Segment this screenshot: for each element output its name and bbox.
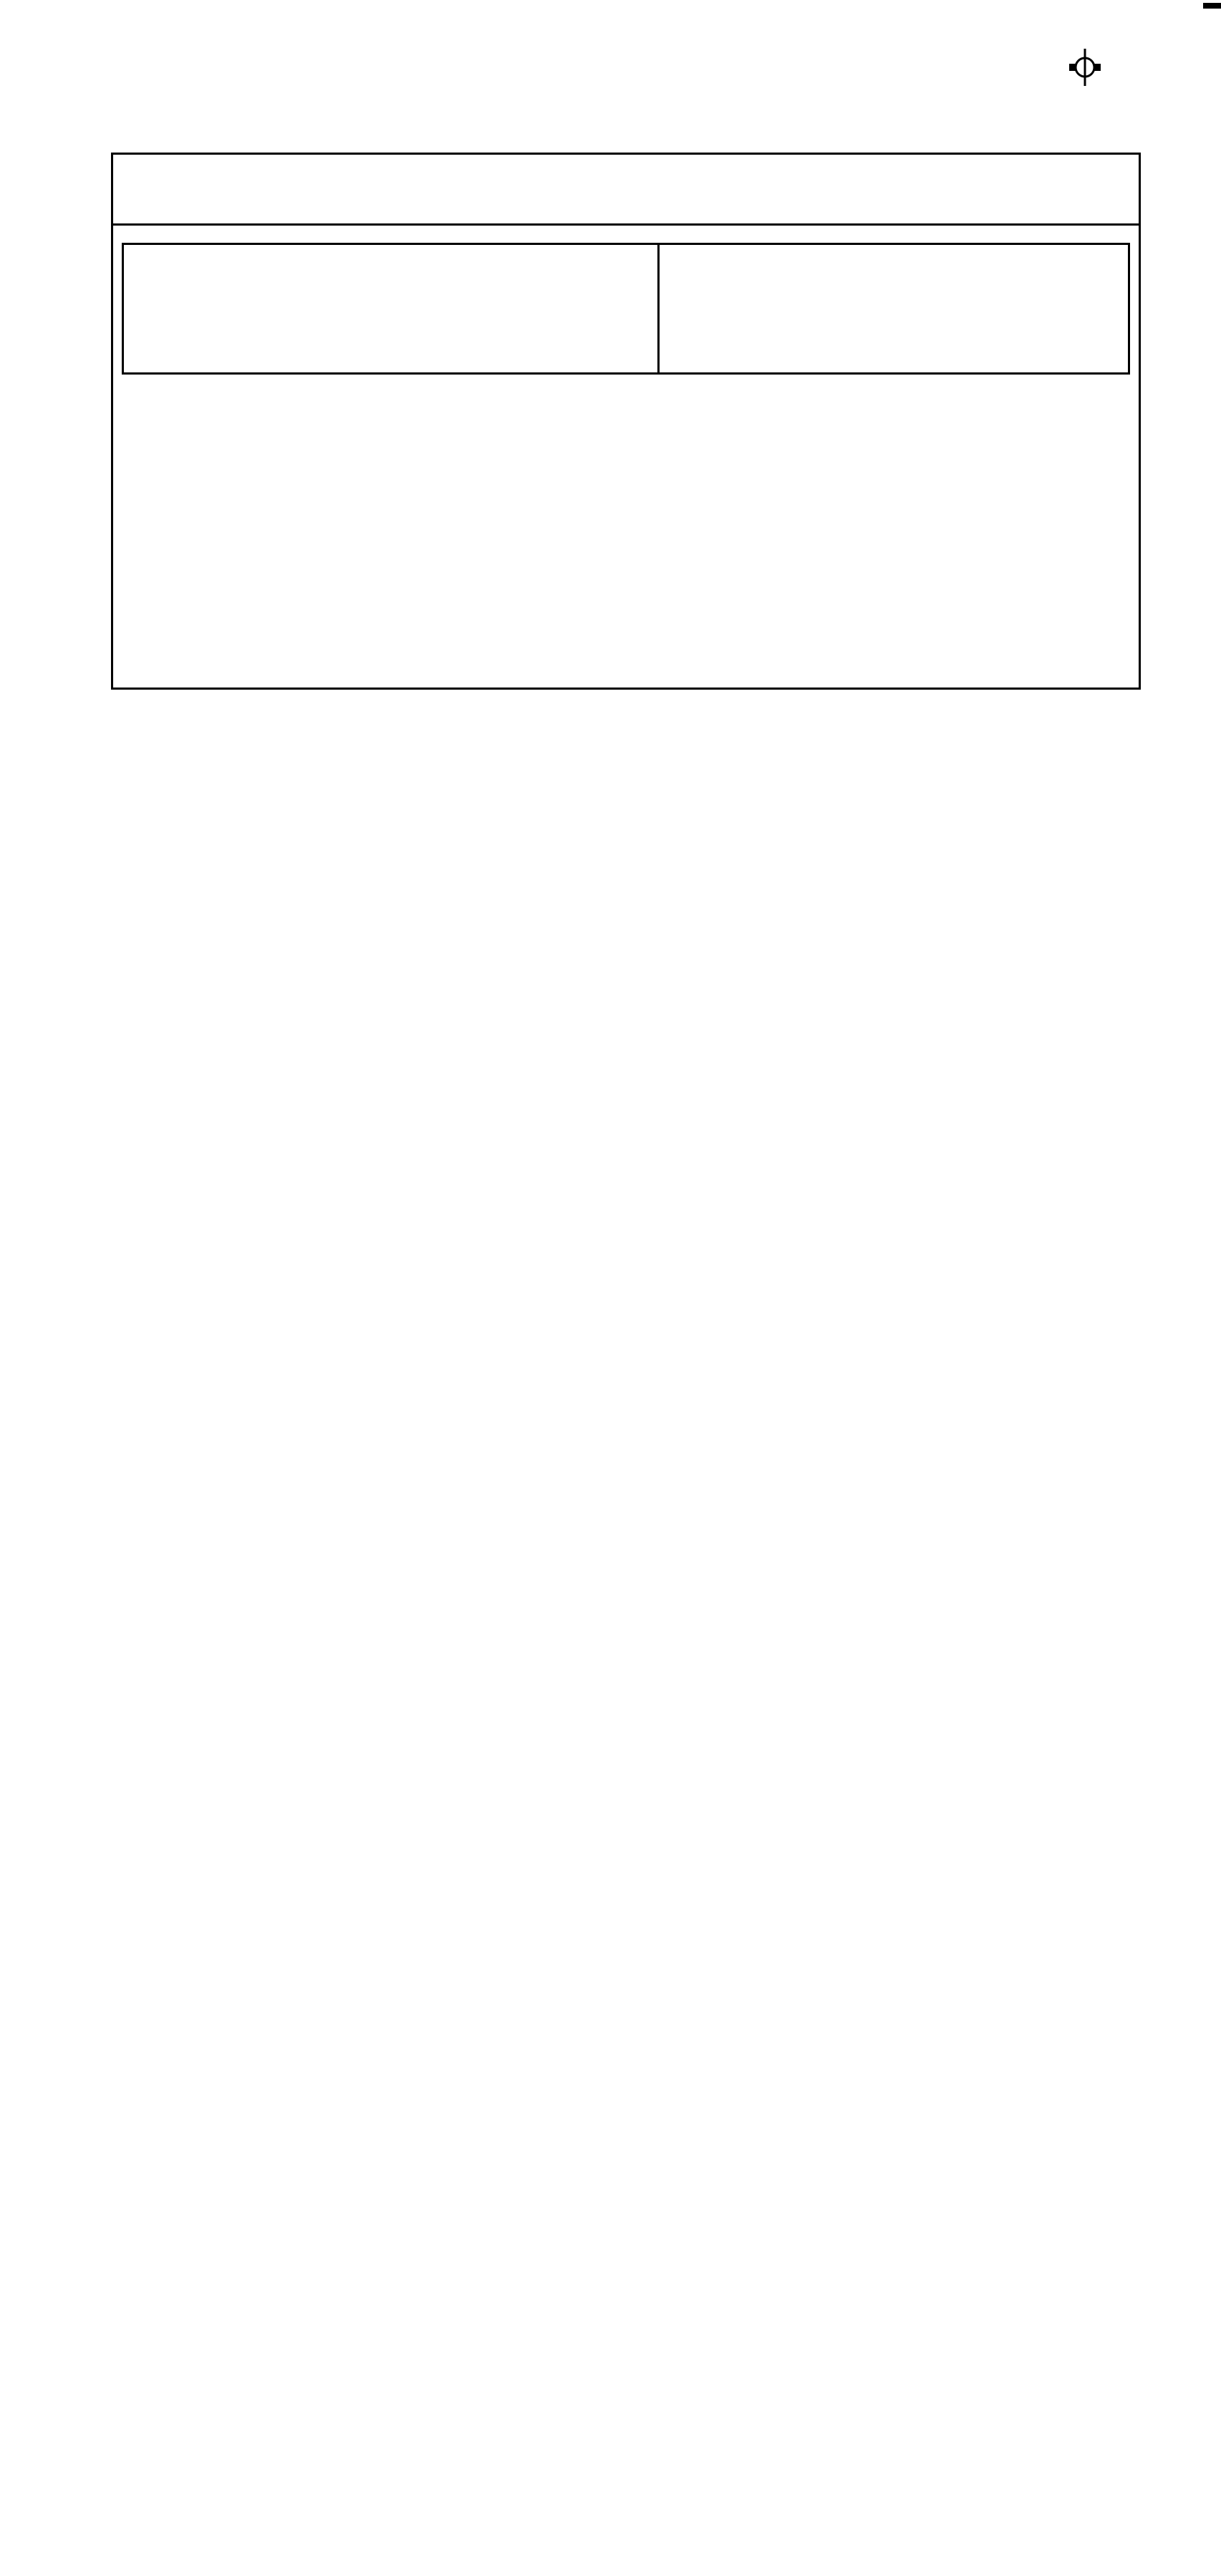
edge-dash-mark <box>1203 3 1221 9</box>
ballot-title-and-instructions <box>111 223 1141 690</box>
ballot-header <box>111 153 1141 226</box>
registration-crosshair-icon <box>1068 49 1101 90</box>
warning-instructions <box>660 245 1128 372</box>
to-vote-instructions <box>124 245 660 372</box>
instructions-box <box>122 243 1130 375</box>
